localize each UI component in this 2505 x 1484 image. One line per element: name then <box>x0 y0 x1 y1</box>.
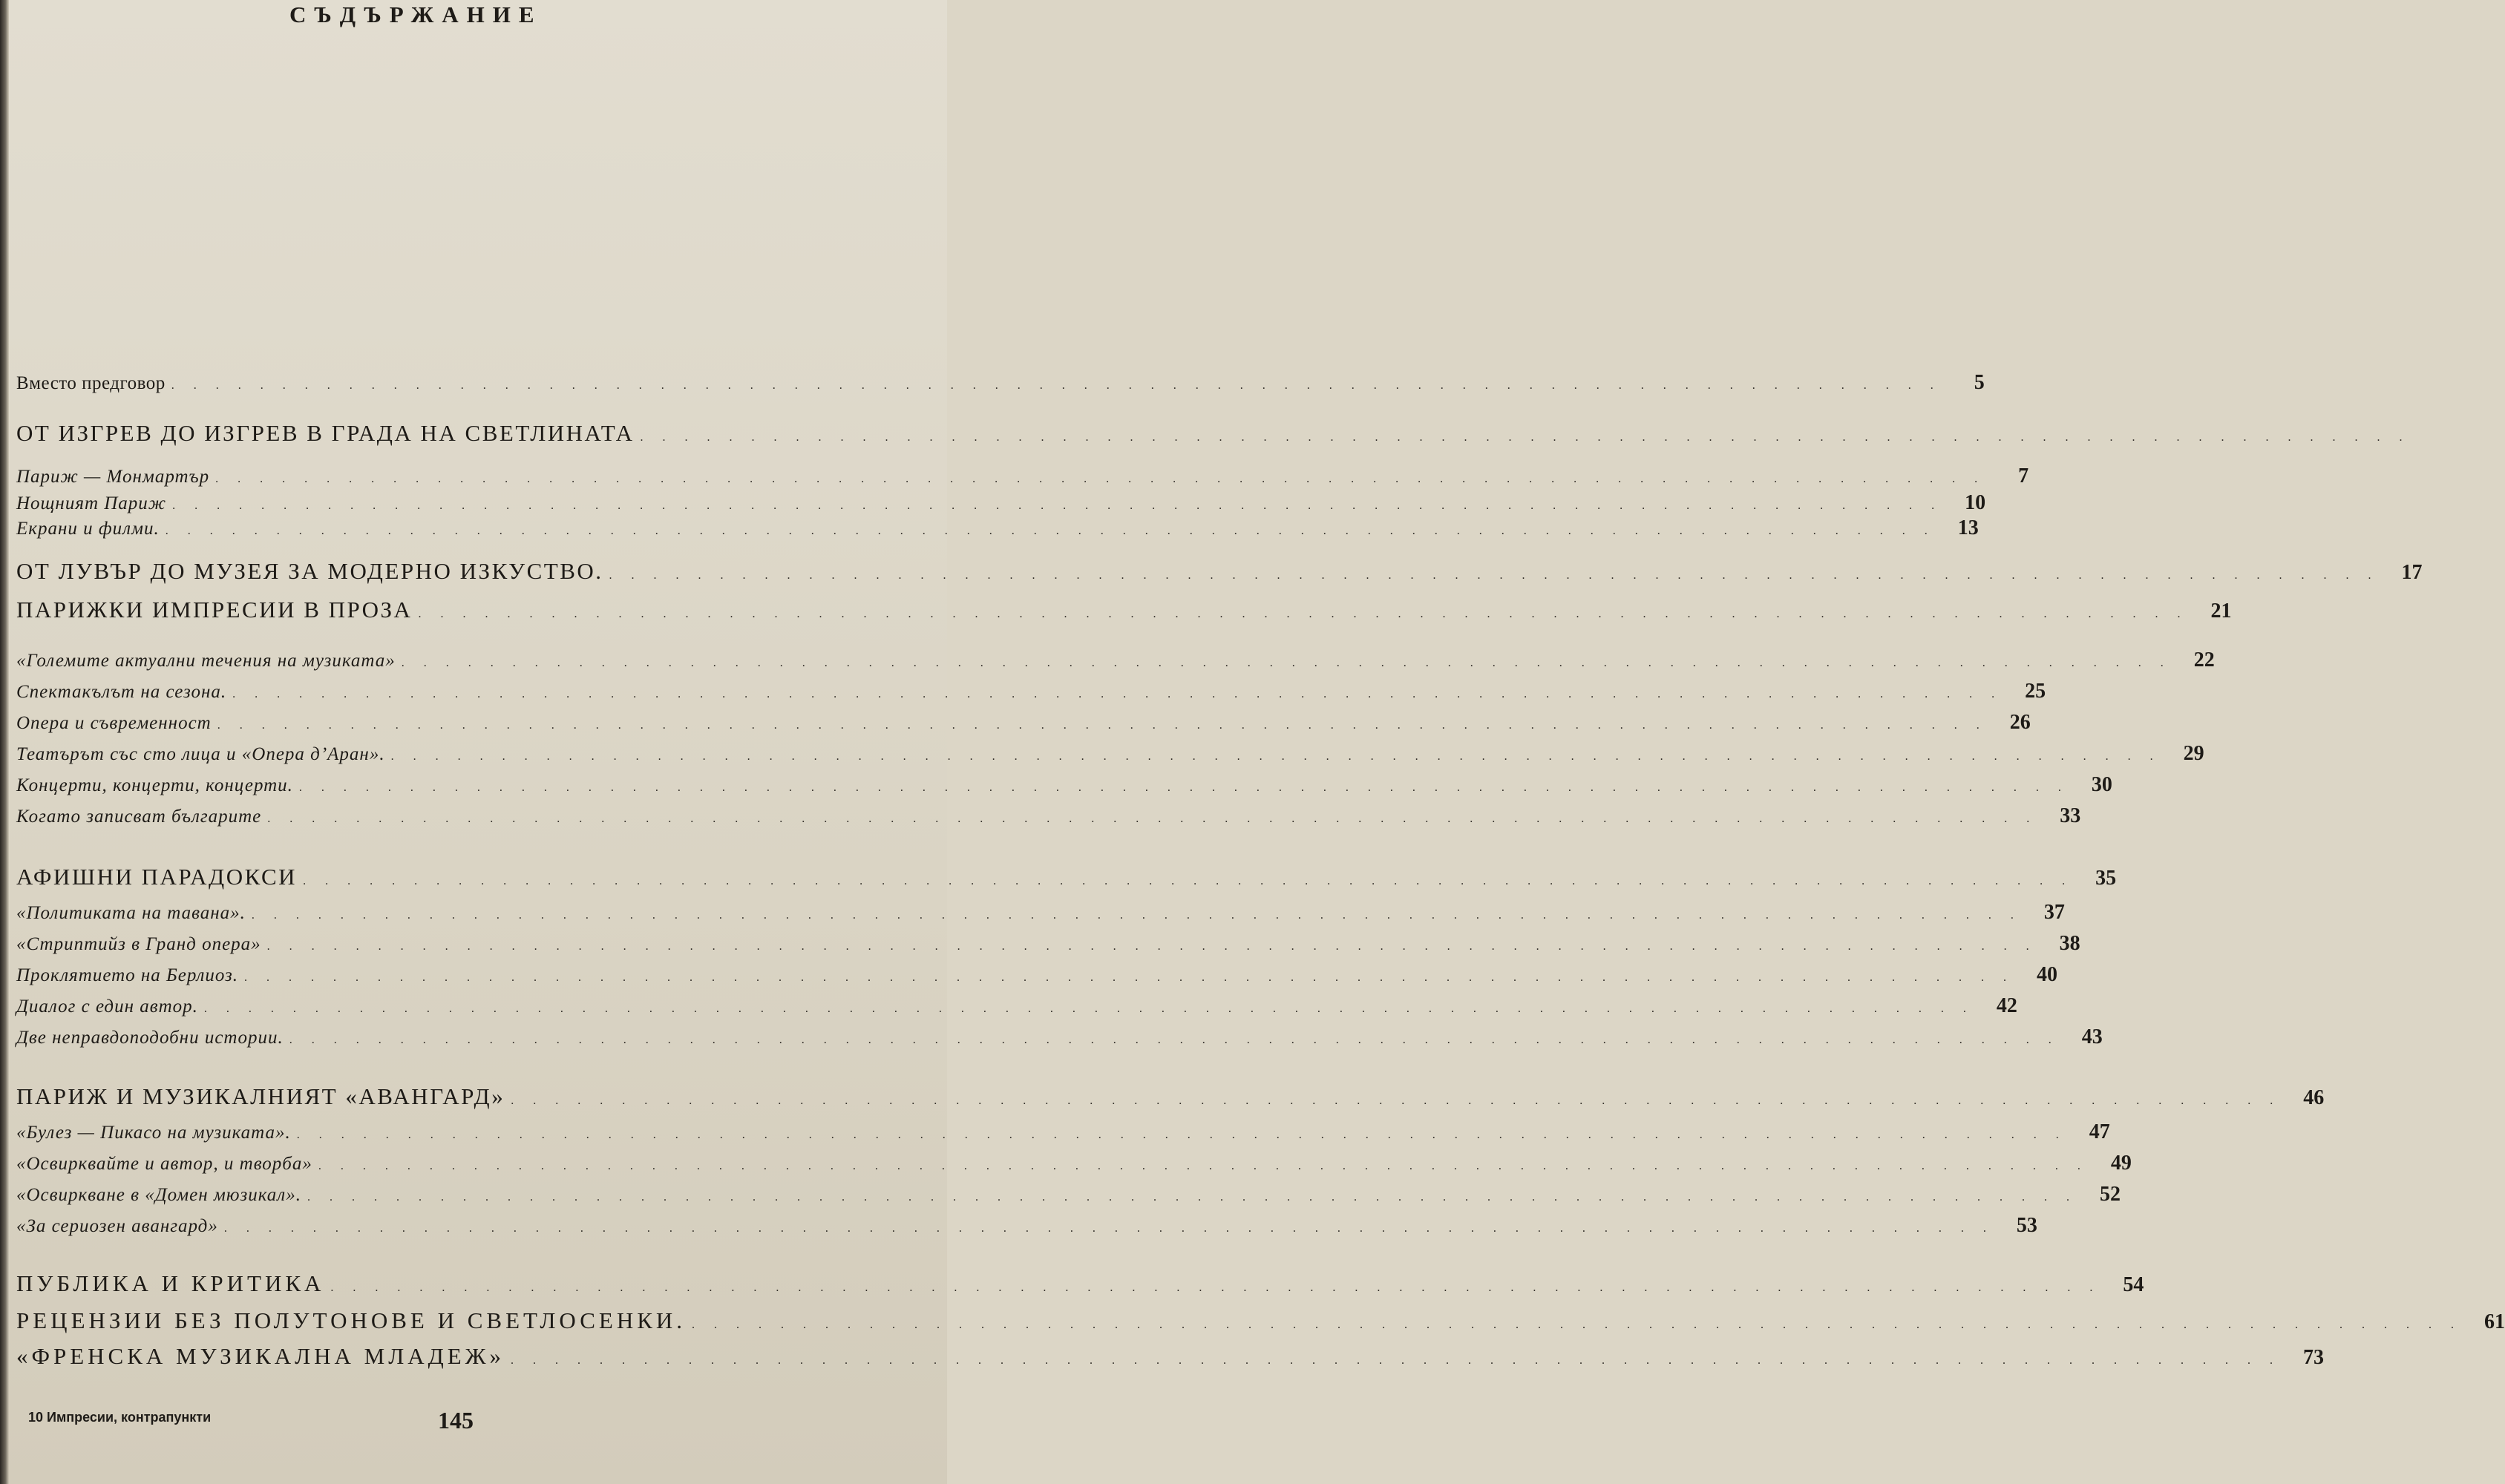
toc-page-number: 25 <box>2025 680 2046 703</box>
toc-page-number: 54 <box>2123 1273 2144 1296</box>
toc-entry <box>16 680 2046 709</box>
toc-page-number: 13 <box>1957 516 1979 539</box>
toc-page-number: 40 <box>2037 963 2058 986</box>
toc-entry <box>16 901 2065 930</box>
toc-entry <box>16 1214 2037 1244</box>
dot-leader: . . . . . . . . . . . . . . . . . . . . . . . . . . . . . . . . . . . . . . . . . . . . . . . . . . . . . . . . . . . . . . . . . . . . . . . . . . . . . . . . <box>203 1002 1974 1015</box>
toc-page-number: 37 <box>2043 901 2065 924</box>
toc-entry-title: ПАРИЖ И МУЗИКАЛНИЯТ «АВАНГАРД» <box>16 1083 505 1109</box>
dot-leader: . . . . . . . . . . . . . . . . . . . . . . . . . . . . . . . . . . . . . . . . . . . . . . . . . . . . . . . . . . . . . . . . . . . . . . . . . . . . . . . . <box>251 909 2022 922</box>
toc-page-number: 22 <box>2193 649 2215 672</box>
toc-entry-title: «Освиркване в «Домен мюзикал». <box>16 1185 301 1205</box>
toc-page-number: 38 <box>2059 932 2080 955</box>
toc-entry-title: «Големите актуални течения на музиката» <box>16 651 396 671</box>
toc-entry-title: «За сериозен авангард» <box>16 1216 218 1236</box>
toc-entry-title: ОТ ИЗГРЕВ ДО ИЗГРЕВ В ГРАДА НА СВЕТЛИНАТА <box>16 420 635 446</box>
dot-leader: . . . . . . . . . . . . . . . . . . . . . . . . . . . . . . . . . . . . . . . . . . . . . . . . . . . . . . . . . . . . . . . . . . . . . . . . . . . . . . . . <box>217 719 1988 732</box>
toc-entry-title: Спектакълът на сезона. <box>16 682 227 702</box>
dot-leader: . . . . . . . . . . . . . . . . . . . . . . . . . . . . . . . . . . . . . . . . . . . . . . . . . . . . . . . . . . . . . . . . . . . . . . . . . . . . . . . . <box>511 1354 2282 1367</box>
toc-entry-title: ПАРИЖКИ ИМПРЕСИИ В ПРОЗА <box>16 597 413 623</box>
toc-entry <box>16 994 2017 1024</box>
toc-entry-title: «Политиката на тавана». <box>16 903 246 923</box>
dot-leader: . . . . . . . . . . . . . . . . . . . . . . . . . . . . . . . . . . . . . . . . . . . . . . . . . . . . . . . . . . . . . . . . . . . . . . . . . . . . . . . . <box>298 781 2069 794</box>
toc-page-number: 53 <box>2016 1214 2037 1237</box>
toc-entry <box>16 558 2423 588</box>
toc-entry <box>16 1307 2505 1337</box>
toc-page-number: 33 <box>2060 804 2081 827</box>
toc-page-number: 47 <box>2089 1120 2110 1143</box>
toc-entry-title: Когато записват българите <box>16 807 262 827</box>
toc-page-number: 35 <box>2095 867 2117 890</box>
toc-entry <box>16 649 2215 678</box>
toc-entry-title: РЕЦЕНЗИИ БЕЗ ПОЛУТОНОВЕ И СВЕТЛОСЕНКИ. <box>16 1307 687 1333</box>
toc-entry <box>16 1183 2121 1212</box>
toc-page-number: 43 <box>2081 1025 2103 1048</box>
toc-entry <box>16 804 2081 834</box>
printer-signature: 10 Импресии, контрапункти <box>28 1410 212 1425</box>
toc-entry <box>16 773 2112 803</box>
toc-entry <box>16 1270 2144 1300</box>
toc-page-number: 42 <box>1996 994 2017 1017</box>
dot-leader: . . . . . . . . . . . . . . . . . . . . . . . . . . . . . . . . . . . . . . . . . . . . . . . . . . . . . . . . . . . . . . . . . . . . . . . . . . . . . . . . <box>640 431 2411 444</box>
toc-entry-title: Проклятието на Берлиоз. <box>16 965 239 985</box>
dot-leader: . . . . . . . . . . . . . . . . . . . . . . . . . . . . . . . . . . . . . . . . . . . . . . . . . . . . . . . . . . . . . . . . . . . . . . . . . . . . . . . . <box>215 473 1986 485</box>
toc-entry-title: Концерти, концерти, концерти. <box>16 775 293 795</box>
toc-entry-title: АФИШНИ ПАРАДОКСИ <box>16 864 298 890</box>
dot-leader: . . . . . . . . . . . . . . . . . . . . . . . . . . . . . . . . . . . . . . . . . . . . . . . . . . . . . . . . . . . . . . . . . . . . . . . . . . . . . . . . <box>418 608 2189 620</box>
toc-entry-title: Две неправдоподобни истории. <box>16 1028 284 1048</box>
dot-leader: . . . . . . . . . . . . . . . . . . . . . . . . . . . . . . . . . . . . . . . . . . . . . . . . . . . . . . . . . . . . . . . . . . . . . . . . . . . . . . . . <box>244 971 2015 984</box>
toc-page-number: 29 <box>2183 742 2204 765</box>
toc-entry <box>16 1025 2103 1055</box>
toc-entry <box>16 1083 2325 1113</box>
toc-entry-title: «Булез — Пикасо на музиката». <box>16 1123 291 1143</box>
dot-leader: . . . . . . . . . . . . . . . . . . . . . . . . . . . . . . . . . . . . . . . . . . . . . . . . . . . . . . . . . . . . . . . . . . . . . . . . . . . . . . . . <box>172 499 1943 512</box>
toc-entry <box>16 464 2029 494</box>
toc-entry <box>16 1343 2325 1373</box>
toc-page-number: 7 <box>2018 464 2029 487</box>
dot-leader: . . . . . . . . . . . . . . . . . . . . . . . . . . . . . . . . . . . . . . . . . . . . . . . . . . . . . . . . . . . . . . . . . . . . . . . . . . . . . . . . <box>232 688 2003 700</box>
toc-entry <box>16 1152 2132 1181</box>
book-spine-shadow <box>0 0 9 1484</box>
toc-entry <box>16 1120 2110 1150</box>
dot-leader: . . . . . . . . . . . . . . . . . . . . . . . . . . . . . . . . . . . . . . . . . . . . . . . . . . . . . . . . . . . . . . . . . . . . . . . . . . . . . . . . <box>266 940 2037 953</box>
dot-leader: . . . . . . . . . . . . . . . . . . . . . . . . . . . . . . . . . . . . . . . . . . . . . . . . . . . . . . . . . . . . . . . . . . . . . . . . . . . . . . . . <box>330 1281 2101 1294</box>
toc-entry-title: Нощният Париж <box>16 493 167 513</box>
dot-leader: . . . . . . . . . . . . . . . . . . . . . . . . . . . . . . . . . . . . . . . . . . . . . . . . . . . . . . . . . . . . . . . . . . . . . . . . . . . . . . . . <box>692 1319 2463 1331</box>
toc-entry <box>16 742 2204 772</box>
toc-entry <box>16 597 2232 626</box>
toc-entry-title: Театърът със сто лица и «Опера д’Аран». <box>16 744 385 764</box>
toc-page-number: 5 <box>1974 371 1985 394</box>
dot-leader: . . . . . . . . . . . . . . . . . . . . . . . . . . . . . . . . . . . . . . . . . . . . . . . . . . . . . . . . . . . . . . . . . . . . . . . . . . . . . . . . <box>401 657 2172 669</box>
toc-entry <box>16 711 2031 741</box>
toc-page-number: 73 <box>2303 1346 2325 1369</box>
dot-leader: . . . . . . . . . . . . . . . . . . . . . . . . . . . . . . . . . . . . . . . . . . . . . . . . . . . . . . . . . . . . . . . . . . . . . . . . . . . . . . . . <box>296 1129 2067 1141</box>
toc-entry-title: «Освирквайте и автор, и творба» <box>16 1154 312 1174</box>
toc-entry-title: ПУБЛИКА И КРИТИКА <box>16 1270 325 1296</box>
toc-page-number: 30 <box>2091 773 2112 796</box>
toc-entry <box>16 420 2411 450</box>
toc-entry-title: «ФРЕНСКА МУЗИКАЛНА МЛАДЕЖ» <box>16 1343 505 1369</box>
dot-leader: . . . . . . . . . . . . . . . . . . . . . . . . . . . . . . . . . . . . . . . . . . . . . . . . . . . . . . . . . . . . . . . . . . . . . . . . . . . . . . . . <box>390 750 2161 763</box>
toc-entry <box>16 932 2080 962</box>
dot-leader: . . . . . . . . . . . . . . . . . . . . . . . . . . . . . . . . . . . . . . . . . . . . . . . . . . . . . . . . . . . . . . . . . . . . . . . . . . . . . . . . <box>267 812 2038 825</box>
dot-leader: . . . . . . . . . . . . . . . . . . . . . . . . . . . . . . . . . . . . . . . . . . . . . . . . . . . . . . . . . . . . . . . . . . . . . . . . . . . . . . . . <box>171 379 1942 392</box>
page-number: 145 <box>438 1407 474 1434</box>
dot-leader: . . . . . . . . . . . . . . . . . . . . . . . . . . . . . . . . . . . . . . . . . . . . . . . . . . . . . . . . . . . . . . . . . . . . . . . . . . . . . . . . <box>318 1160 2089 1172</box>
toc-page-number: 49 <box>2110 1152 2132 1175</box>
page-title: СЪДЪРЖАНИЕ <box>289 1 543 27</box>
toc-entry-title: Екрани и филми. <box>16 519 160 539</box>
dot-leader: . . . . . . . . . . . . . . . . . . . . . . . . . . . . . . . . . . . . . . . . . . . . . . . . . . . . . . . . . . . . . . . . . . . . . . . . . . . . . . . . <box>511 1094 2282 1107</box>
toc-page-number: 10 <box>1965 491 1986 514</box>
toc-entry-title: Диалог с един автор. <box>16 997 198 1017</box>
toc-page-number: 26 <box>2009 711 2031 734</box>
toc-page-number: 21 <box>2210 600 2232 623</box>
toc-page-number: 61 <box>2484 1310 2505 1333</box>
toc-entry-title: ОТ ЛУВЪР ДО МУЗЕЯ ЗА МОДЕРНО ИЗКУСТВО. <box>16 558 603 584</box>
toc-entry-title: «Стриптийз в Гранд опера» <box>16 934 261 954</box>
dot-leader: . . . . . . . . . . . . . . . . . . . . . . . . . . . . . . . . . . . . . . . . . . . . . . . . . . . . . . . . . . . . . . . . . . . . . . . . . . . . . . . . <box>223 1222 1994 1235</box>
toc-entry <box>16 516 1979 546</box>
dot-leader: . . . . . . . . . . . . . . . . . . . . . . . . . . . . . . . . . . . . . . . . . . . . . . . . . . . . . . . . . . . . . . . . . . . . . . . . . . . . . . . . <box>609 569 2380 582</box>
dot-leader: . . . . . . . . . . . . . . . . . . . . . . . . . . . . . . . . . . . . . . . . . . . . . . . . . . . . . . . . . . . . . . . . . . . . . . . . . . . . . . . . <box>289 1034 2060 1046</box>
dot-leader: . . . . . . . . . . . . . . . . . . . . . . . . . . . . . . . . . . . . . . . . . . . . . . . . . . . . . . . . . . . . . . . . . . . . . . . . . . . . . . . . <box>307 1191 2077 1204</box>
toc-page-number: 17 <box>2401 561 2423 584</box>
toc-page-number: 46 <box>2303 1086 2325 1109</box>
toc-entry <box>16 963 2058 993</box>
toc-page-number: 52 <box>2099 1183 2121 1206</box>
dot-leader: . . . . . . . . . . . . . . . . . . . . . . . . . . . . . . . . . . . . . . . . . . . . . . . . . . . . . . . . . . . . . . . . . . . . . . . . . . . . . . . . <box>303 875 2074 887</box>
dot-leader: . . . . . . . . . . . . . . . . . . . . . . . . . . . . . . . . . . . . . . . . . . . . . . . . . . . . . . . . . . . . . . . . . . . . . . . . . . . . . . . . <box>165 525 1936 537</box>
toc-entry <box>16 864 2117 893</box>
toc-entry-title: Вместо предговор <box>16 373 166 393</box>
toc-entry-title: Опера и съвременност <box>16 713 212 733</box>
toc-entry-title: Париж — Монмартър <box>16 467 210 487</box>
toc-entry <box>16 371 1985 401</box>
